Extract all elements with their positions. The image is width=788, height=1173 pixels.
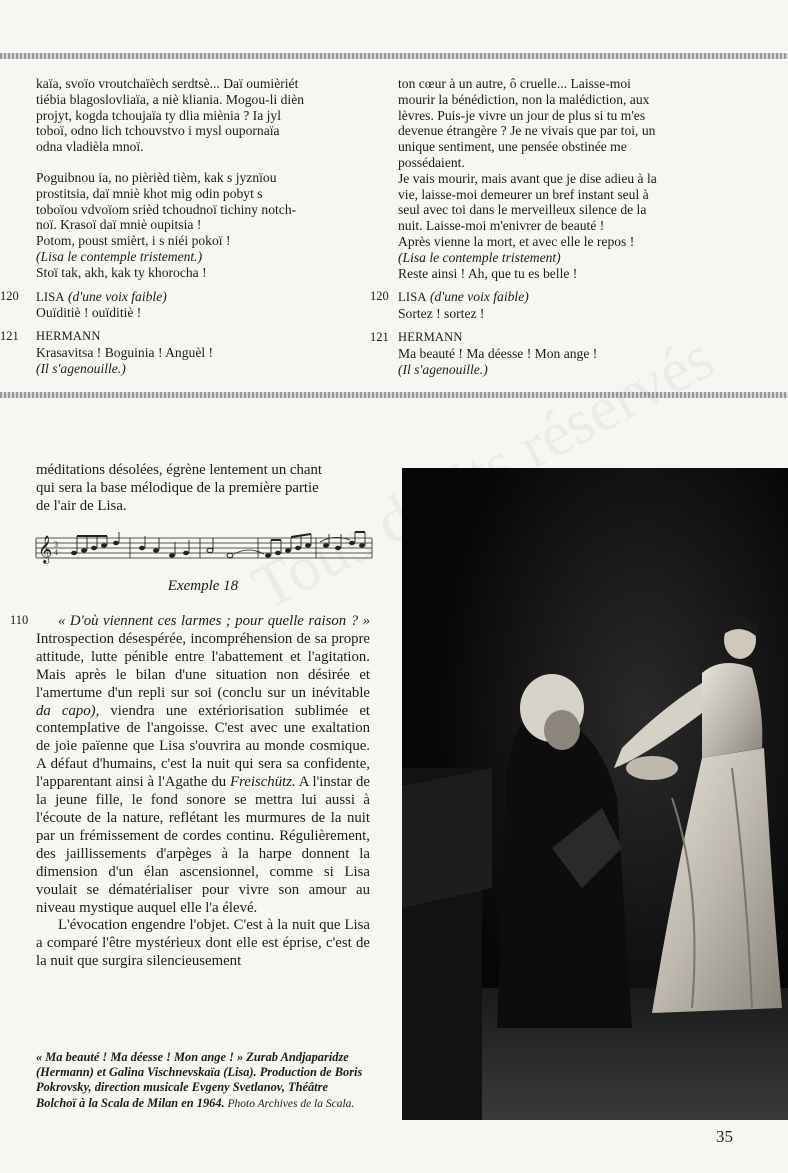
stage-direction: (Il s'agenouille.)	[398, 361, 488, 377]
text-line: lèvres. Puis-je vivre un jour de plus si tu m'es	[398, 107, 646, 123]
page-number: 35	[716, 1127, 733, 1146]
italic-term: da capo),	[36, 702, 100, 719]
entry-121-ru	[0, 329, 368, 376]
top-rule	[0, 53, 788, 59]
stage-direction: (Lisa le contemple tristement.)	[36, 248, 203, 264]
line-number: 121	[370, 329, 389, 344]
speaker-name: LISA	[398, 290, 427, 305]
article-para-2	[36, 613, 370, 971]
entry-120-ru	[0, 288, 368, 322]
text-line: unique sentiment, une pensée obstinée me	[398, 139, 627, 155]
music-example-staff	[34, 530, 374, 566]
text-line: noï. Krasoï daï mniè oupitsia !	[36, 217, 202, 233]
text-line: devenue étrangère ? Je ne vivais que par toi, un	[398, 123, 656, 139]
text-line: Ma beauté ! Ma déesse ! Mon ange !	[398, 345, 598, 361]
text-line: kaïa, svoïo vroutchaïèch serdtsè... Daï oumièriét	[36, 76, 299, 91]
music-staff-icon	[34, 530, 374, 566]
entry-120-fr	[370, 289, 730, 322]
text-line: vie, laisse-moi demeurer un bref instant seul à	[398, 186, 649, 202]
text-line: toboï, odno lich tchouvstvo i mysl oupornaïa	[36, 123, 280, 139]
text-line: seul avec toi dans le merveilleux silence de la	[398, 202, 647, 218]
text-line: Krasavitsa ! Boguinia ! Anguèl !	[36, 344, 214, 360]
stage-photo-image	[402, 468, 788, 1120]
text-line: projyt, kogda tchoujaïa ty dlia miènia ? Ia jyl	[36, 107, 281, 123]
french-column	[370, 76, 730, 377]
speaker-name: LISA	[36, 289, 65, 304]
text-line: de l'air de Lisa.	[36, 497, 127, 514]
text-line: Sortez ! sortez !	[398, 306, 485, 322]
text-line: tiébia blagoslovliaïa, a niè kliania. Mogou-li dièn	[36, 91, 305, 107]
text-line: Après vienne la mort, et avec elle le repos !	[398, 233, 635, 249]
text-line: qui sera la base mélodique de la première partie	[36, 479, 319, 496]
text-span: A l'instar de la jeune fille, le fond sonore se mettra lui aussi à l'écoute de la nature, reflétant les murmures de la nuit par un frémissement de cordes continu. Régulièrement, des jaillissements d'arpèges à la harpe donnent la dimension d'un élan ascensionnel, comme si Lisa voulait se dématérialiser pour vivre son amour au niveau mystique auquel elle l'a élevé.	[36, 774, 370, 916]
line-number: 120	[370, 289, 389, 304]
text-line: possédaient.	[398, 154, 465, 170]
entry-121-fr	[370, 329, 730, 377]
text-line: Potom, poust smièrt, i s niéi pokoï !	[36, 233, 231, 249]
text-line: Reste ainsi ! Ah, que tu es belle !	[398, 265, 578, 281]
example-label: Exemple 18	[167, 578, 239, 594]
speaker-name: HERMANN	[398, 329, 463, 344]
text-line: prostitsia, daï mniè khot mig odin pobyt s	[36, 185, 263, 201]
caption-text: « Ma beauté ! Ma déesse ! Mon ange ! » Zurab Andjaparidze (Hermann) et Galina Vischnevskaïa (Lisa). Production de Boris Pokrovsky, direction musicale Evgeny Svetlanov, Théâtre Bolchoï à la Scala de Milan en 1964.	[36, 1050, 363, 1110]
svg-text:3: 3	[54, 540, 58, 549]
french-block	[398, 76, 730, 281]
russian-block-2	[36, 170, 368, 281]
photo-caption	[36, 1050, 370, 1112]
text-line: mourir la bénédiction, non la malédiction, aux	[398, 91, 650, 107]
svg-text:𝄞: 𝄞	[38, 535, 53, 563]
text-line: méditations désolées, égrène lentement un chant	[36, 462, 322, 478]
paragraph: L'évocation engendre l'objet. C'est à la nuit que Lisa a comparé l'être mystérieux dont elle est éprise, c'est de la nuit que surgira silencieusement	[36, 917, 370, 970]
text-line: odna vladièla mnoï.	[36, 139, 144, 155]
text-line: Poguibnou ia, no pièrièd tièm, kak s jyznïou	[36, 169, 277, 185]
article-para-1	[36, 462, 370, 516]
text-line: nuit. Laisse-moi m'enivrer de beauté !	[398, 218, 605, 234]
text-span: Introspection désespérée, incompréhension de sa propre attitude, lutte pénible entre l'abattement et l'agitation. Mais après le bilan d'une situation non désirée et l'amertume d'un repli sur soi (conclu sur un inévitable	[36, 630, 370, 701]
libretto-section	[0, 76, 788, 394]
svg-text:4: 4	[54, 548, 58, 557]
text-line: Je vais mourir, mais avant que je dise adieu à la	[398, 170, 657, 186]
line-number: 120	[0, 288, 19, 303]
italic-title: Freischütz.	[230, 774, 296, 791]
photo-credit: Photo Archives de la Scala.	[224, 1097, 355, 1110]
stage-direction: (Il s'agenouille.)	[36, 360, 126, 376]
text-line: ton cœur à un autre, ô cruelle... Laisse-moi	[398, 76, 631, 91]
russian-column	[0, 76, 368, 377]
stage-direction: (d'une voix faible)	[429, 289, 529, 305]
russian-block-1	[36, 76, 368, 155]
bottom-rule	[0, 392, 788, 398]
line-number: 121	[0, 329, 19, 344]
text-span: viendra une extériorisation sublimée et contemplative de l'angoisse. C'est avec une exaltation de joie païenne que Lisa s'ouvrira au monde cosmique. A défaut d'humains, c'est la nuit qui sera sa confidente, l'apparentant ainsi à l'Agathe du	[36, 702, 371, 791]
speaker-name: HERMANN	[36, 329, 101, 344]
stage-photo	[402, 468, 788, 1120]
quote: « D'où viennent ces larmes ; pour quelle raison ? »	[58, 613, 370, 629]
text-line: Ouïditiè ! ouïditiè !	[36, 305, 142, 321]
text-line: Stoï tak, akh, kak ty khorocha !	[36, 264, 207, 280]
stage-direction: (Lisa le contemple tristement)	[398, 249, 561, 265]
stage-direction: (d'une voix faible)	[67, 288, 167, 304]
text-line: toboïou vdvoïom srièd tchoudnoï tichiny notch-	[36, 201, 297, 217]
paragraph	[36, 613, 370, 917]
line-number: 110	[10, 613, 29, 627]
